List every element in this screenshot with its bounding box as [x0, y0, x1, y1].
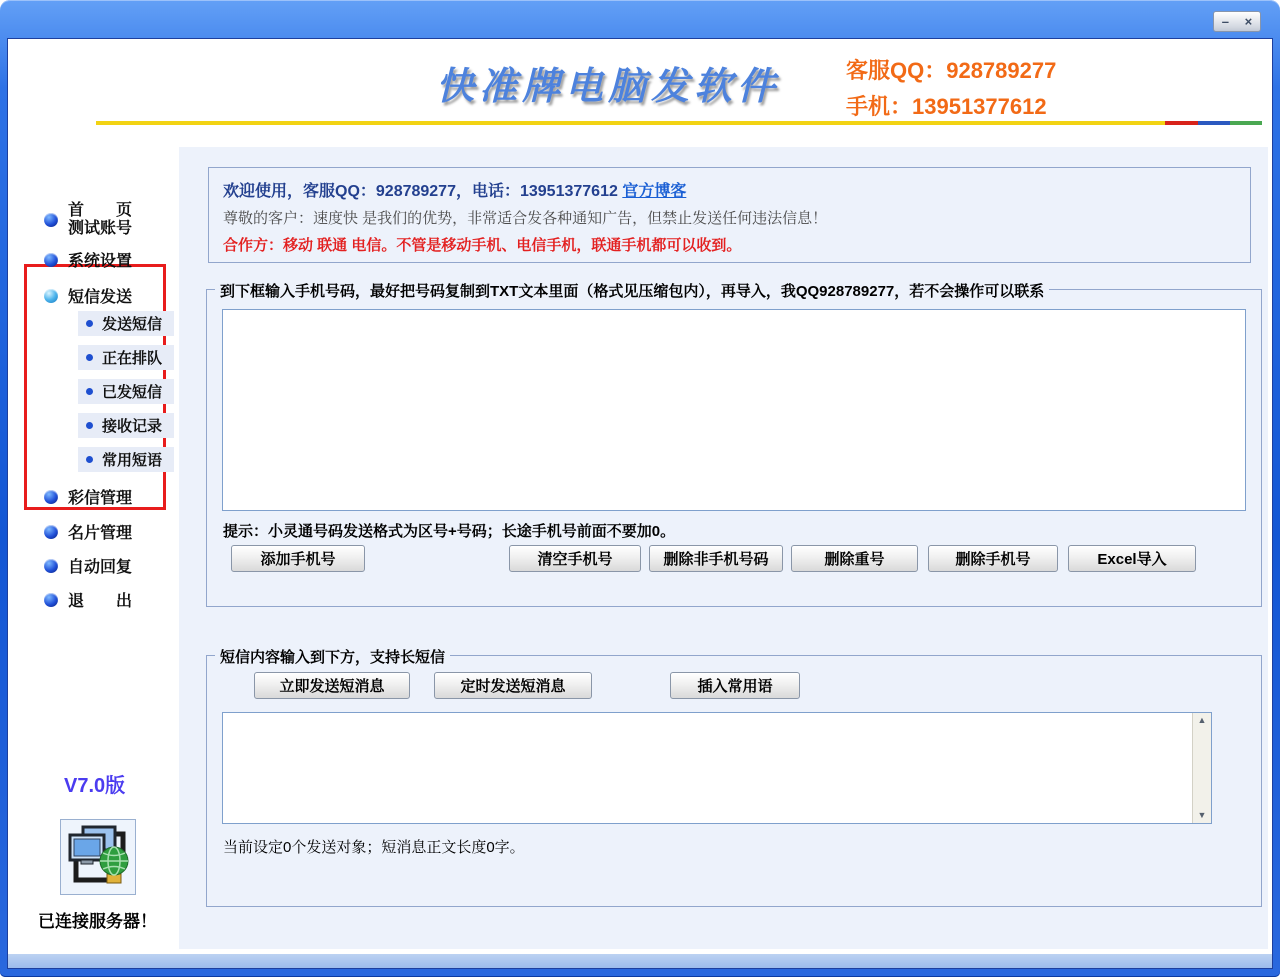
insert-phrase-button[interactable]: 插入常用语 [670, 672, 800, 699]
sidebar-subitem-send-sms[interactable] [78, 311, 174, 336]
sidebar-subitem-queue[interactable] [78, 345, 174, 370]
sidebar-item-exit[interactable] [44, 588, 132, 611]
globe-bullet-icon [44, 289, 58, 303]
phone-section-legend: 到下框输入手机号码，最好把号码复制到TXT文本里面（格式见压缩包内），再导入，我QQ928789277，若不会操作可以联系 [215, 280, 1049, 301]
version-label: V7.0版 [64, 775, 126, 797]
scroll-down-icon[interactable]: ▼ [1197, 810, 1207, 820]
remove-phone-button[interactable]: 删除手机号 [928, 545, 1058, 572]
divider-blue-segment [1198, 121, 1230, 125]
clear-phone-button[interactable]: 清空手机号 [509, 545, 641, 572]
sidebar-item-mms-manage[interactable] [44, 485, 132, 508]
add-phone-button[interactable]: 添加手机号 [231, 545, 365, 572]
header-divider [96, 121, 1262, 125]
welcome-line2: 尊敬的客户：速度快 是我们的优势，非常适合发各种通知广告，但禁止发送任何违法信息！ [223, 210, 828, 227]
official-blog-link[interactable]: 官方博客 [622, 183, 687, 200]
main-panel [179, 147, 1268, 949]
remove-invalid-phone-button[interactable]: 删除非手机号码 [649, 545, 783, 572]
scroll-up-icon[interactable]: ▲ [1197, 715, 1207, 725]
sidebar-subitem-label: 发送短信 [102, 316, 163, 333]
dot-bullet-icon [86, 320, 93, 327]
phone-buttons-row [223, 545, 1196, 572]
network-connection-icon [60, 819, 136, 895]
dot-bullet-icon [86, 456, 93, 463]
network-icon [63, 822, 133, 892]
sidebar-test-account-label: 测试账号 [68, 220, 133, 237]
sidebar-subitem-sent-sms[interactable] [78, 379, 174, 404]
orb-bullet-icon [44, 559, 58, 573]
send-status-label: 当前设定0个发送对象；短消息正文长度0字。 [223, 839, 525, 856]
sidebar-item-label: 彩信管理 [68, 490, 133, 507]
remove-duplicate-button[interactable]: 删除重号 [791, 545, 918, 572]
orb-bullet-icon [44, 525, 58, 539]
sidebar-item-auto-reply[interactable] [44, 554, 132, 577]
message-buttons-row [223, 672, 800, 699]
phone-numbers-section [206, 283, 1262, 607]
sidebar-item-label: 短信发送 [68, 289, 133, 306]
orb-bullet-icon [44, 213, 58, 227]
support-contact [846, 53, 1056, 125]
app-logo-title: 快准牌电脑发软件 [436, 63, 781, 108]
divider-red-segment [1165, 121, 1198, 125]
sidebar-subitem-label: 接收记录 [102, 418, 163, 435]
sidebar-subitem-received[interactable] [78, 413, 174, 438]
sidebar-subitem-label: 已发短信 [102, 384, 163, 401]
welcome-line1: 欢迎使用，客服QQ：928789277，电话：13951377612 [223, 183, 623, 200]
sidebar-item-label: 退 出 [68, 593, 133, 610]
sidebar-item-label: 名片管理 [68, 525, 133, 542]
server-status-label: 已连接服务器！ [38, 912, 157, 931]
phone-numbers-textarea[interactable] [222, 309, 1246, 511]
send-now-button[interactable]: 立即发送短消息 [254, 672, 410, 699]
close-button[interactable]: × [1244, 14, 1253, 29]
send-scheduled-button[interactable]: 定时发送短消息 [434, 672, 592, 699]
orb-bullet-icon [44, 253, 58, 267]
sidebar-subitem-common-phrases[interactable] [78, 447, 174, 472]
message-scrollbar[interactable] [1192, 713, 1211, 823]
message-content-section [206, 649, 1262, 907]
support-qq: 客服QQ：928789277 [846, 58, 1057, 83]
orb-bullet-icon [44, 490, 58, 504]
message-textarea-wrapper [222, 712, 1212, 824]
sidebar-item-card-manage[interactable] [44, 520, 132, 543]
sidebar-item-label: 系统设置 [68, 253, 133, 270]
divider-green-segment [1230, 121, 1262, 125]
orb-bullet-icon [44, 593, 58, 607]
minimize-button[interactable]: – [1221, 14, 1230, 29]
sidebar-subitem-label: 常用短语 [102, 452, 163, 469]
dot-bullet-icon [86, 354, 93, 361]
excel-import-button[interactable]: Excel导入 [1068, 545, 1196, 572]
dot-bullet-icon [86, 422, 93, 429]
phone-format-hint: 提示：小灵通号码发送格式为区号+号码；长途手机号前面不要加0。 [223, 523, 676, 540]
sidebar-item-home[interactable] [44, 202, 132, 238]
welcome-line3: 合作方：移动 联通 电信。不管是移动手机、电信手机，联通手机都可以收到。 [223, 237, 742, 254]
sidebar-item-sms-send[interactable] [44, 284, 132, 307]
message-section-legend: 短信内容输入到下方，支持长短信 [215, 646, 450, 667]
dot-bullet-icon [86, 388, 93, 395]
sidebar-home-label: 首 页 [68, 202, 133, 219]
support-phone: 手机：13951377612 [846, 94, 1047, 119]
sidebar-item-system-settings[interactable] [44, 248, 132, 271]
welcome-notice-box [208, 167, 1251, 263]
sidebar-item-label: 自动回复 [68, 559, 133, 576]
message-content-textarea[interactable] [223, 713, 1192, 823]
window-content [7, 38, 1273, 969]
sidebar-subitem-label: 正在排队 [102, 350, 163, 367]
window-bottom-strip [8, 954, 1272, 968]
window-controls [1213, 11, 1261, 32]
